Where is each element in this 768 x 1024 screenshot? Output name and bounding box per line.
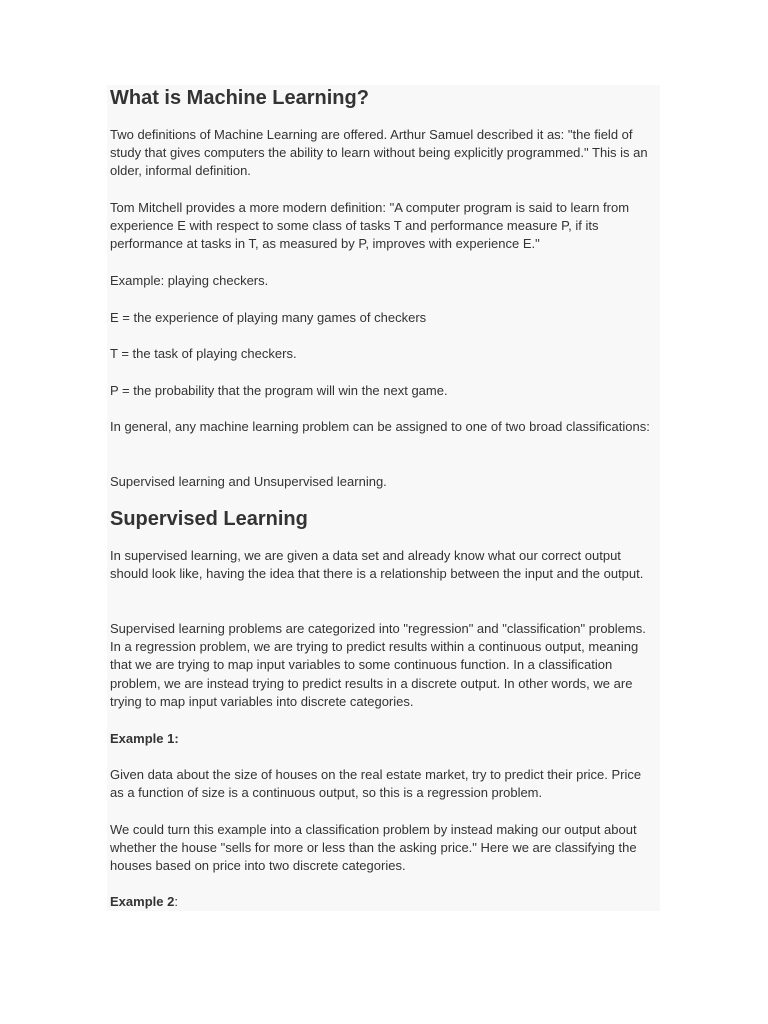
paragraph-definitions: Two definitions of Machine Learning are offered. Arthur Samuel described it as: "the field of study that gives computers the ability to learn without being explicitly programmed." This is an older, informal definition.: [110, 127, 648, 179]
example-1-label: [110, 730, 656, 748]
paragraph-mitchell-definition: Tom Mitchell provides a more modern definition: "A computer program is said to learn from experience E with respect to some class of tasks T and performance measure P, if its performance at tasks in T, as measured by P, improves with experience E.": [110, 200, 630, 252]
paragraph-example-checkers: Example: playing checkers.: [110, 273, 269, 288]
paragraph-learning-types: Supervised learning and Unsupervised learning.: [110, 474, 387, 489]
paragraph-supervised-intro: In supervised learning, we are given a data set and already know what our correct output should look like, having the idea that there is a relationship between the input and the output.: [110, 548, 644, 582]
section-heading-supervised-learning: Supervised Learning: [110, 508, 308, 530]
example-2-label-text: Example 2: [110, 894, 175, 909]
section-heading-machine-learning: What is Machine Learning?: [110, 87, 369, 109]
example-2-label-colon: :: [174, 894, 178, 909]
example-2-label: [110, 893, 656, 911]
paragraph-definition-t: T = the task of playing checkers.: [110, 346, 297, 361]
paragraph-example-1-classification: We could turn this example into a classification problem by instead making our output about whether the house "sells for more or less than the asking price." Here we are classifying the houses based on price into two discrete categories.: [110, 822, 637, 874]
paragraph-classifications: In general, any machine learning problem can be assigned to one of two broad classifications:: [110, 419, 650, 434]
paragraph-definition-p: P = the probability that the program will win the next game.: [110, 383, 448, 398]
paragraph-regression-classification: Supervised learning problems are categorized into "regression" and "classification" problems. In a regression problem, we are trying to predict results within a continuous output, meaning that we are trying to map input variables to some continuous function. In a classification problem, we are instead trying to predict results in a discrete output. In other words, we are trying to map input variables into discrete categories.: [110, 621, 646, 709]
content-panel: [107, 85, 660, 911]
paragraph-definition-e: E = the experience of playing many games of checkers: [110, 310, 427, 325]
example-1-label-text: Example 1:: [110, 731, 179, 746]
paragraph-example-1-houses: Given data about the size of houses on the real estate market, try to predict their price. Price as a function of size is a continuous output, so this is a regression problem.: [110, 767, 642, 801]
